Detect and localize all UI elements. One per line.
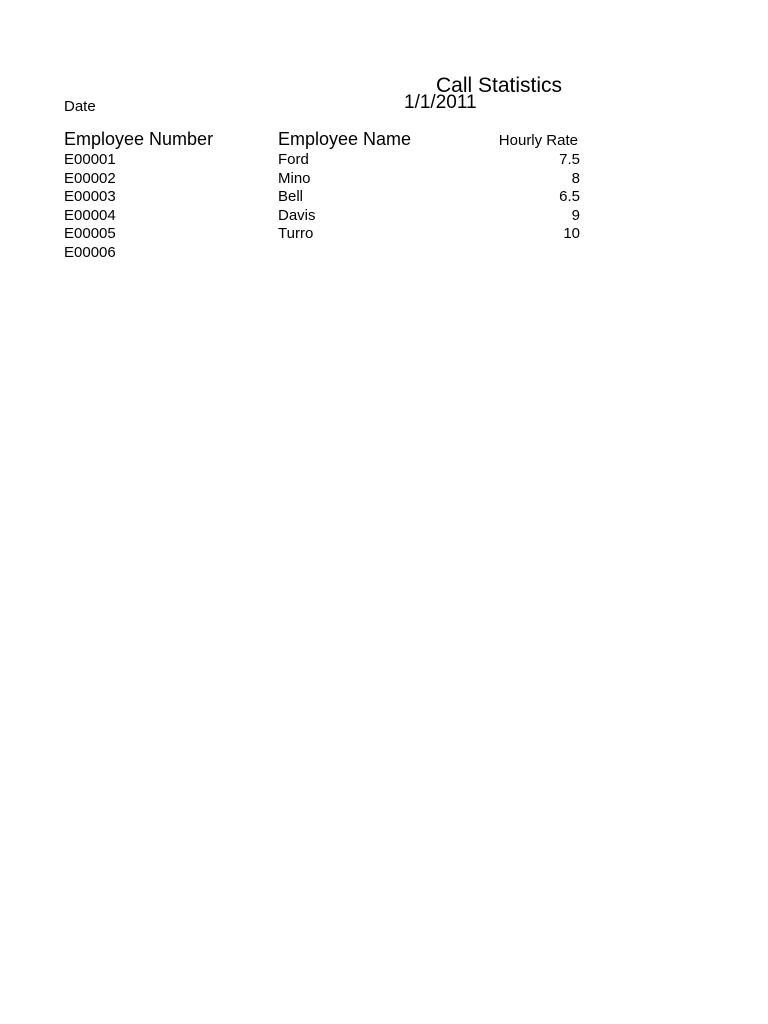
employee-number-cell: E00006 bbox=[64, 243, 116, 261]
employee-name-cell: Mino bbox=[278, 169, 311, 187]
table-row bbox=[64, 244, 580, 263]
table-row bbox=[64, 225, 580, 244]
employee-number-cell: E00004 bbox=[64, 206, 116, 224]
table-row bbox=[64, 170, 580, 189]
hourly-rate-cell: 6.5 bbox=[559, 188, 580, 205]
page-title: Call Statistics bbox=[436, 74, 563, 97]
hourly-rate-cell: 8 bbox=[571, 169, 580, 187]
employee-number-cell: E00001 bbox=[64, 151, 116, 168]
employee-name-cell: Davis bbox=[278, 206, 316, 224]
employee-name-cell: Turro bbox=[278, 225, 314, 242]
table-row bbox=[64, 188, 580, 207]
hourly-rate-cell: 10 bbox=[563, 225, 580, 242]
table-row bbox=[64, 151, 580, 170]
date-label: Date bbox=[64, 98, 96, 115]
employee-number-cell: E00003 bbox=[64, 188, 116, 205]
employee-name-cell: Ford bbox=[278, 151, 309, 168]
column-header-employee-number: Employee Number bbox=[64, 129, 214, 149]
employee-name-cell: Bell bbox=[278, 188, 304, 205]
table-row bbox=[64, 207, 580, 226]
hourly-rate-cell: 7.5 bbox=[559, 151, 580, 168]
hourly-rate-cell: 9 bbox=[571, 206, 580, 224]
employee-table bbox=[64, 151, 580, 262]
date-value: 1/1/2011 bbox=[404, 93, 477, 110]
employee-number-cell: E00005 bbox=[64, 225, 116, 242]
employee-number-cell: E00002 bbox=[64, 169, 116, 187]
column-header-employee-name: Employee Name bbox=[278, 129, 412, 149]
column-header-hourly-rate: Hourly Rate bbox=[498, 132, 578, 149]
